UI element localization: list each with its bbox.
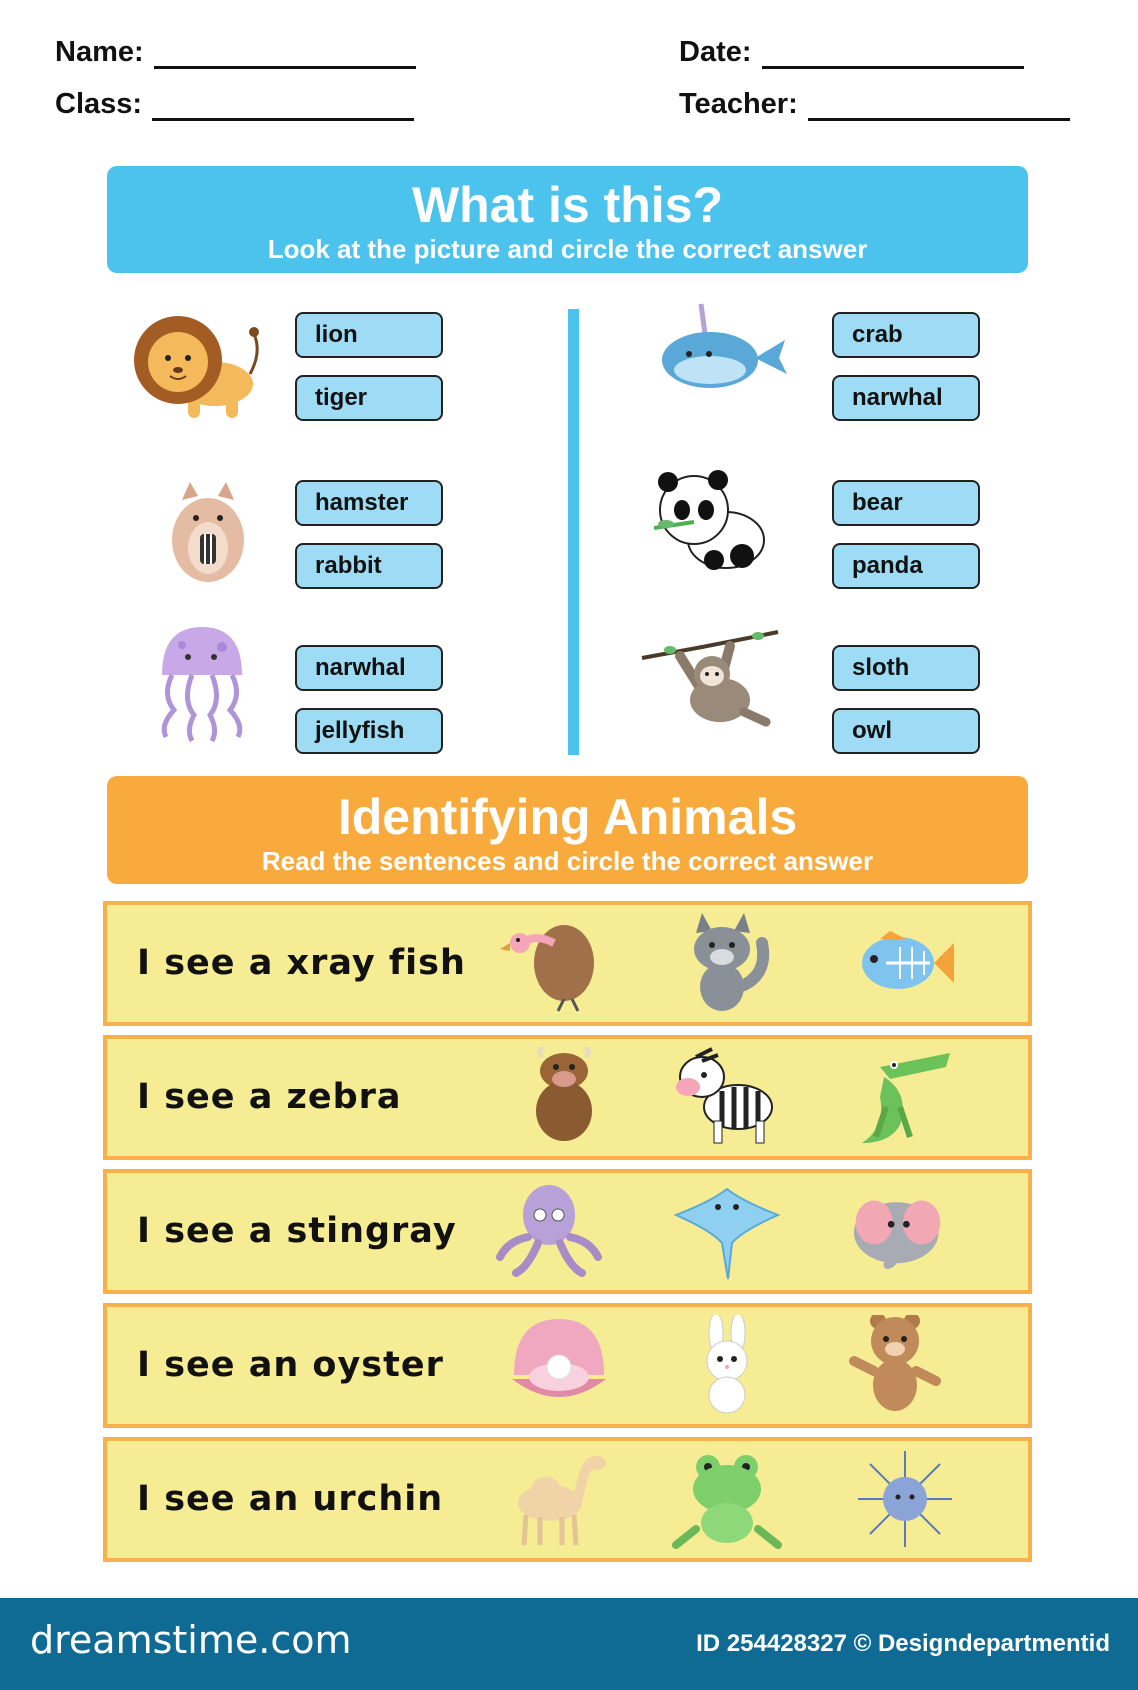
option-hamster[interactable]: hamster: [295, 480, 443, 526]
wolf-icon[interactable]: [672, 913, 782, 1013]
class-field[interactable]: [55, 88, 414, 121]
option-rabbit[interactable]: rabbit: [295, 543, 443, 589]
footer-bar: [0, 1598, 1138, 1690]
frog-icon[interactable]: [672, 1449, 782, 1549]
elephant-icon[interactable]: [837, 1181, 947, 1281]
xray-fish-icon[interactable]: [850, 913, 960, 1013]
section2-title: Identifying Animals: [337, 789, 798, 845]
sentence-row-4: [103, 1303, 1032, 1428]
sentence-text: I see a stingray: [137, 1211, 457, 1251]
date-blank[interactable]: [762, 39, 1024, 69]
crocodile-icon[interactable]: [850, 1047, 960, 1147]
stingray-icon[interactable]: [672, 1181, 782, 1281]
sentence-row-3: [103, 1169, 1032, 1294]
sentence-text: I see an oyster: [137, 1345, 444, 1385]
section2-subtitle: Read the sentences and circle the correct answer: [261, 846, 874, 876]
section1-title: What is this?: [411, 177, 724, 233]
rabbit-icon[interactable]: [672, 1315, 782, 1415]
camel-icon[interactable]: [500, 1449, 610, 1549]
option-jellyfish[interactable]: jellyfish: [295, 708, 443, 754]
oyster-icon[interactable]: [504, 1315, 614, 1415]
jellyfish-icon: [152, 625, 252, 745]
class-blank[interactable]: [152, 91, 414, 121]
date-label: Date:: [679, 36, 752, 68]
zebra-icon[interactable]: [672, 1047, 782, 1147]
teacher-label: Teacher:: [679, 88, 798, 120]
footer-brand: dreamstime.com: [30, 1618, 352, 1662]
vulture-icon[interactable]: [494, 913, 604, 1013]
option-narwhal-right[interactable]: narwhal: [832, 375, 980, 421]
name-field[interactable]: [55, 36, 416, 69]
bear-icon[interactable]: [840, 1315, 950, 1415]
section1-banner: [107, 166, 1028, 273]
octopus-icon[interactable]: [494, 1181, 604, 1281]
narwhal-icon: [655, 302, 790, 392]
option-owl[interactable]: owl: [832, 708, 980, 754]
sentence-row-5: [103, 1437, 1032, 1562]
option-narwhal-left[interactable]: narwhal: [295, 645, 443, 691]
sloth-icon: [640, 628, 780, 738]
sentence-row-1: [103, 901, 1032, 1026]
name-label: Name:: [55, 36, 144, 68]
yak-icon[interactable]: [514, 1047, 624, 1147]
sentence-text: I see a xray fish: [137, 943, 466, 983]
option-lion[interactable]: lion: [295, 312, 443, 358]
name-blank[interactable]: [154, 39, 416, 69]
footer-image-id: ID 254428327 © Designdepartmentid: [696, 1630, 1110, 1657]
section2-banner: [107, 776, 1028, 884]
urchin-icon[interactable]: [850, 1449, 960, 1549]
class-label: Class:: [55, 88, 143, 120]
column-divider: [568, 309, 579, 755]
panda-icon: [654, 470, 769, 570]
option-tiger[interactable]: tiger: [295, 375, 443, 421]
teacher-field[interactable]: [679, 88, 1070, 121]
date-field[interactable]: [679, 36, 1024, 69]
option-crab[interactable]: crab: [832, 312, 980, 358]
lion-icon: [130, 312, 265, 422]
sentence-row-2: [103, 1035, 1032, 1160]
sentence-text: I see a zebra: [137, 1077, 402, 1117]
section1-subtitle: Look at the picture and circle the correct answer: [267, 234, 868, 264]
option-sloth[interactable]: sloth: [832, 645, 980, 691]
teacher-blank[interactable]: [808, 91, 1070, 121]
sentence-text: I see an urchin: [137, 1479, 444, 1519]
hamster-icon: [168, 482, 248, 584]
option-bear[interactable]: bear: [832, 480, 980, 526]
option-panda[interactable]: panda: [832, 543, 980, 589]
